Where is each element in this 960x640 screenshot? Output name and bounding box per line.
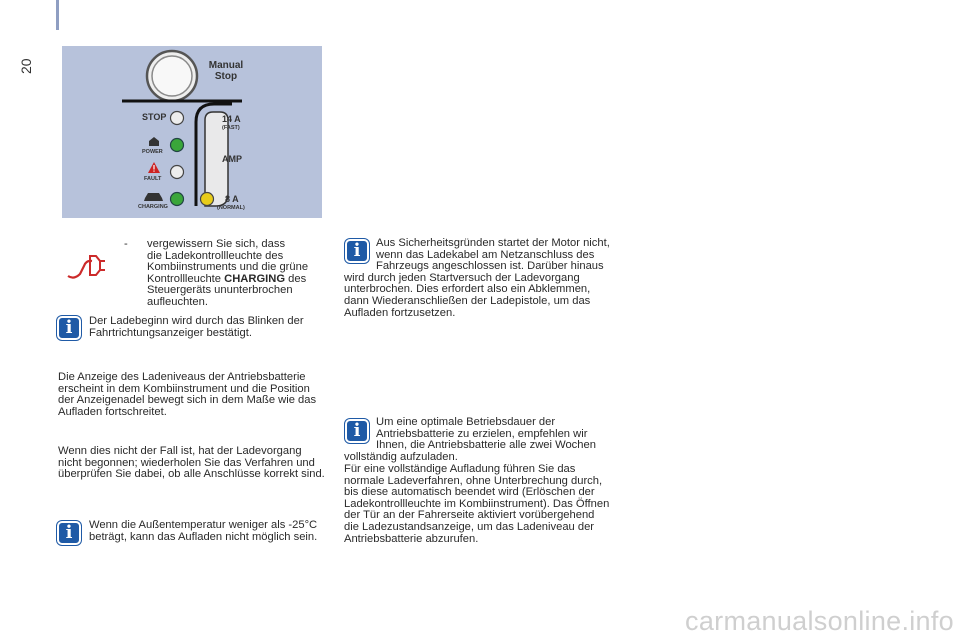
- info-note-battery-life: Um eine optimale Betriebsdauer der Antriebsbatterie zu erzielen, empfehlen wir Ihnen, die Antriebsbatterie alle zwei Wochen vollständig aufzuladen.: [344, 416, 596, 463]
- info-note-temperature: Wenn die Außentemperatur weniger als -25°C beträgt, kann das Aufladen nicht möglich sein.: [89, 519, 318, 543]
- watermark: carmanualsonline.info: [685, 606, 954, 636]
- charging-label: CHARGING: [138, 204, 168, 210]
- car-icon: [144, 193, 163, 201]
- charging-plug-icon: [66, 252, 106, 287]
- info-note-charge-start: Der Ladebeginn wird durch das Blinken der Fahrtrichtungsanzeiger bestätigt.: [89, 315, 304, 339]
- fault-label: FAULT: [144, 176, 162, 182]
- charging-control-panel-illustration: [62, 46, 322, 218]
- bullet-dash: -: [124, 238, 128, 250]
- bullet-line: aufleuchten.: [147, 295, 208, 308]
- page-number: 20: [18, 58, 34, 74]
- control-panel-graphic: [62, 46, 322, 218]
- fast-label: (FAST): [222, 125, 240, 131]
- charging-emphasis: CHARGING: [224, 272, 286, 285]
- stop-led: [171, 112, 184, 125]
- bullet-text: [147, 239, 327, 309]
- bullet-line: Kontrollleuchte CHARGING des: [147, 272, 307, 285]
- paragraph-not-started: Wenn dies nicht der Fall ist, hat der Ladevorgang nicht begonnen; wiederholen Sie das Verfahren und überprüfen Sie dabei, ob alle Anschlüsse korrekt sind.: [58, 445, 325, 481]
- power-led: [171, 139, 184, 152]
- info-icon: i: [57, 316, 81, 340]
- paragraph-charge-level: Die Anzeige des Ladeniveaus der Antriebsbatterie erscheint in dem Kombiinstrument und die Position der Anzeigenadel bewegt sich in dem Maße wie das Aufladen fortschreitet.: [58, 371, 317, 418]
- page-rule: [56, 0, 59, 30]
- bullet-line: Kombiinstruments und die grüne: [147, 261, 309, 274]
- manual-stop-label-line2: Stop: [214, 71, 238, 82]
- amp-label: AMP: [222, 154, 242, 164]
- bullet-line: Steuergeräts ununterbrochen: [147, 284, 293, 297]
- normal-value-label: 8 A: [225, 194, 239, 204]
- stop-label: STOP: [142, 112, 167, 122]
- charging-led: [171, 193, 184, 206]
- paragraph-full-charge: Für eine vollständige Aufladung führen Sie das normale Ladeverfahren, ohne Unterbrechung durch, bis diese automatisch beendet wird (Erlöschen der Ladekontrollleuchte im Kombiinstrument). Das Öffnen der Tür an der Fahrerseite aktiviert vorübergehend die Ladezustandsanzeige, um das Ladeniveau der Antriebsbatterie abzurufen.: [344, 463, 610, 545]
- manual-stop-label-line1: Manual: [208, 60, 244, 71]
- fault-led: [171, 166, 184, 179]
- info-icon: i: [345, 239, 369, 263]
- home-icon: [149, 137, 159, 146]
- power-label: POWER: [142, 149, 163, 155]
- fast-value-label: 14 A: [222, 114, 241, 124]
- bullet-line: die Ladekontrollleuchte des: [147, 249, 284, 262]
- bullet-line: vergewissern Sie sich, dass: [147, 238, 286, 250]
- info-icon: i: [57, 521, 81, 545]
- info-note-safety: Aus Sicherheitsgründen startet der Motor nicht, wenn das Ladekabel am Netzanschluss des Fahrzeugs angeschlossen ist. Darüber hinaus wird durch jeden Startversuch der Ladevorgang unterbrochen. Dies erfordert also ein Abklemmen, dann Wiederanschließen der Ladepistole, um das Aufladen fortzusetzen.: [344, 237, 610, 319]
- info-icon: i: [345, 419, 369, 443]
- normal-label: (NORMAL): [217, 205, 245, 211]
- normal-led: [201, 193, 214, 206]
